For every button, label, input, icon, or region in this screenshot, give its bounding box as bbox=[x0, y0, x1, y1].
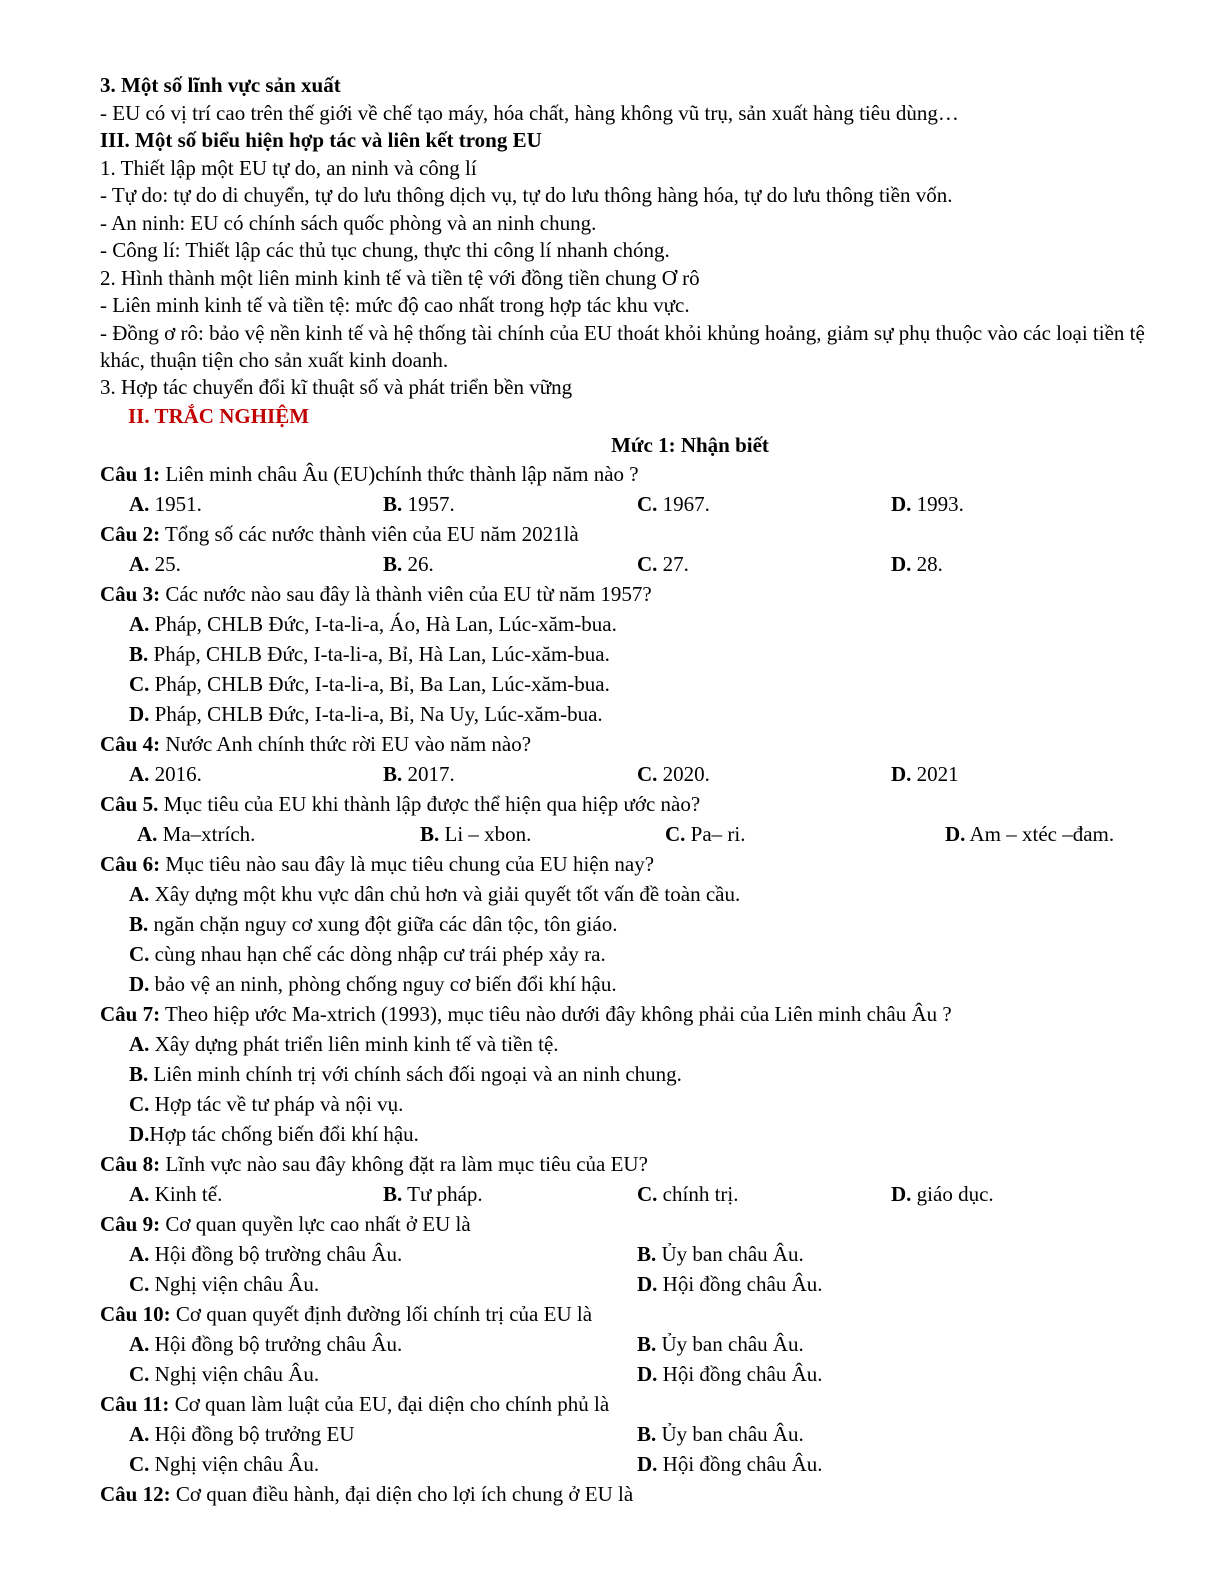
option-letter: A. bbox=[137, 822, 158, 846]
option-text: Hợp tác về tư pháp và nội vụ. bbox=[149, 1092, 404, 1116]
question-text: Cơ quan quyền lực cao nhất ở EU là bbox=[160, 1212, 471, 1236]
question-number: Câu 11: bbox=[100, 1392, 170, 1416]
option-letter: A. bbox=[129, 612, 150, 636]
answer-option[interactable] bbox=[100, 1119, 1190, 1149]
option-letter: A. bbox=[129, 1332, 150, 1356]
question-stem bbox=[100, 1479, 1190, 1509]
option-text: 27. bbox=[657, 552, 689, 576]
options-row bbox=[100, 1269, 1190, 1299]
option-text: Hội đồng bộ trưởng châu Âu. bbox=[149, 1332, 403, 1356]
option-letter: C. bbox=[129, 1092, 150, 1116]
question-text: Cơ quan làm luật của EU, đại diện cho chính phủ là bbox=[169, 1392, 610, 1416]
option-text: Hội đồng châu Âu. bbox=[657, 1362, 823, 1386]
option-text: Liên minh chính trị với chính sách đối ngoại và an ninh chung. bbox=[148, 1062, 682, 1086]
option-text: giáo dục. bbox=[911, 1182, 994, 1206]
answer-option[interactable] bbox=[129, 1269, 319, 1299]
question-number: Câu 12: bbox=[100, 1482, 171, 1506]
option-letter: C. bbox=[665, 822, 686, 846]
question-number: Câu 4: bbox=[100, 732, 161, 756]
options-row bbox=[100, 1449, 1190, 1479]
options-row bbox=[100, 489, 1190, 519]
document-page bbox=[100, 72, 1190, 1509]
question-stem bbox=[100, 1299, 1190, 1329]
option-text: Pháp, CHLB Đức, I-ta-li-a, Bỉ, Hà Lan, Lúc-xăm-bua. bbox=[148, 642, 610, 666]
answer-option[interactable] bbox=[383, 1179, 483, 1209]
option-text: Pháp, CHLB Đức, I-ta-li-a, Bỉ, Ba Lan, Lúc-xăm-bua. bbox=[149, 672, 610, 696]
answer-option[interactable] bbox=[100, 699, 1190, 729]
option-text: Am – xtéc –đam. bbox=[965, 822, 1115, 846]
question-stem bbox=[100, 459, 1190, 489]
option-text: 2021 bbox=[911, 762, 959, 786]
question-text: Theo hiệp ước Ma-xtrich (1993), mục tiêu nào dưới đây không phải của Liên minh châu Âu ? bbox=[160, 1002, 952, 1026]
options-row bbox=[100, 1179, 1190, 1209]
level-title: Mức 1: Nhận biết bbox=[611, 433, 769, 457]
answer-option[interactable] bbox=[383, 489, 455, 519]
option-letter: B. bbox=[383, 492, 403, 516]
option-letter: C. bbox=[637, 1182, 658, 1206]
option-text: chính trị. bbox=[657, 1182, 739, 1206]
question-text: Cơ quan điều hành, đại diện cho lợi ích chung ở EU là bbox=[170, 1482, 634, 1506]
option-text: Nghị viện châu Âu. bbox=[149, 1362, 320, 1386]
option-text: Hội đồng bộ trường châu Âu. bbox=[149, 1242, 403, 1266]
question-stem bbox=[100, 999, 1190, 1029]
option-text: bảo vệ an ninh, phòng chống nguy cơ biến đổi khí hậu. bbox=[149, 972, 617, 996]
option-letter: D. bbox=[891, 552, 912, 576]
option-letter: A. bbox=[129, 552, 150, 576]
answer-option[interactable] bbox=[891, 549, 943, 579]
question-text: Mục tiêu nào sau đây là mục tiêu chung của EU hiện nay? bbox=[160, 852, 655, 876]
answer-option[interactable] bbox=[945, 819, 1114, 849]
option-letter: D. bbox=[891, 1182, 912, 1206]
options-row bbox=[100, 1329, 1190, 1359]
option-letter: D. bbox=[891, 492, 912, 516]
paragraph: - Tự do: tự do di chuyển, tự do lưu thông dịch vụ, tự do lưu thông hàng hóa, tự do lưu thông tiền vốn. bbox=[100, 183, 953, 207]
answer-option[interactable] bbox=[637, 1329, 804, 1359]
question-number: Câu 7: bbox=[100, 1002, 161, 1026]
option-text: 1967. bbox=[657, 492, 710, 516]
question-text: Lĩnh vực nào sau đây không đặt ra làm mục tiêu của EU? bbox=[160, 1152, 648, 1176]
paragraph: 3. Hợp tác chuyển đổi kĩ thuật số và phát triển bền vững bbox=[100, 374, 573, 399]
question-stem bbox=[100, 519, 1190, 549]
answer-option[interactable] bbox=[100, 669, 1190, 699]
answer-option[interactable] bbox=[129, 1359, 319, 1389]
paragraph: 1. Thiết lập một EU tự do, an ninh và công lí bbox=[100, 155, 477, 180]
question-stem bbox=[100, 579, 1190, 609]
option-letter: A. bbox=[129, 882, 150, 906]
option-letter: A. bbox=[129, 762, 150, 786]
options-row bbox=[100, 819, 1190, 849]
option-letter: B. bbox=[637, 1332, 657, 1356]
question-number: Câu 10: bbox=[100, 1302, 171, 1326]
option-letter: C. bbox=[129, 1272, 150, 1296]
question-number: Câu 3: bbox=[100, 582, 161, 606]
answer-option[interactable] bbox=[100, 1059, 1190, 1089]
answer-option[interactable] bbox=[891, 1179, 994, 1209]
option-text: Li – xbon. bbox=[439, 822, 532, 846]
answer-option[interactable] bbox=[100, 609, 1190, 639]
option-letter: D. bbox=[637, 1452, 658, 1476]
question-list bbox=[100, 459, 1190, 1509]
answer-option[interactable] bbox=[637, 1269, 822, 1299]
option-letter: D. bbox=[637, 1362, 658, 1386]
paragraph: - Liên minh kinh tế và tiền tệ: mức độ cao nhất trong hợp tác khu vực. bbox=[100, 293, 690, 317]
question-text: Các nước nào sau đây là thành viên của EU từ năm 1957? bbox=[160, 582, 652, 606]
option-text: 1993. bbox=[911, 492, 964, 516]
option-letter: C. bbox=[129, 1362, 150, 1386]
options-row bbox=[100, 1419, 1190, 1449]
answer-option[interactable] bbox=[637, 1179, 739, 1209]
option-text: Ủy ban châu Âu. bbox=[656, 1332, 804, 1356]
option-letter: B. bbox=[637, 1242, 657, 1266]
answer-option[interactable] bbox=[637, 1239, 804, 1269]
option-letter: D. bbox=[637, 1272, 658, 1296]
answer-option[interactable] bbox=[637, 1449, 822, 1479]
option-letter: B. bbox=[383, 552, 403, 576]
answer-option[interactable] bbox=[100, 939, 1190, 969]
option-letter: D. bbox=[891, 762, 912, 786]
option-letter: C. bbox=[129, 942, 150, 966]
question-number: Câu 8: bbox=[100, 1152, 161, 1176]
option-text: 2017. bbox=[402, 762, 455, 786]
answer-option[interactable] bbox=[637, 759, 710, 789]
option-text: Hợp tác chống biến đổi khí hậu. bbox=[149, 1122, 419, 1146]
answer-option[interactable] bbox=[665, 819, 746, 849]
answer-option[interactable] bbox=[129, 1179, 222, 1209]
answer-option[interactable] bbox=[383, 759, 455, 789]
option-text: Hội đồng bộ trưởng EU bbox=[149, 1422, 355, 1446]
question-stem bbox=[100, 1389, 1190, 1419]
question-stem bbox=[100, 1149, 1190, 1179]
options-row bbox=[100, 1239, 1190, 1269]
option-letter: D. bbox=[129, 702, 150, 726]
option-letter: C. bbox=[129, 1452, 150, 1476]
answer-option[interactable] bbox=[129, 489, 202, 519]
option-letter: B. bbox=[420, 822, 440, 846]
question-text: Tổng số các nước thành viên của EU năm 2021là bbox=[160, 522, 579, 546]
option-text: Pháp, CHLB Đức, I-ta-li-a, Áo, Hà Lan, Lúc-xăm-bua. bbox=[149, 612, 617, 636]
answer-option[interactable] bbox=[891, 759, 959, 789]
option-text: 2020. bbox=[657, 762, 710, 786]
option-text: Ma–xtrích. bbox=[157, 822, 256, 846]
answer-option[interactable] bbox=[100, 1089, 1190, 1119]
option-letter: C. bbox=[637, 492, 658, 516]
option-letter: C. bbox=[637, 552, 658, 576]
answer-option[interactable] bbox=[637, 1419, 804, 1449]
question-text: Nước Anh chính thức rời EU vào năm nào? bbox=[160, 732, 532, 756]
answer-option[interactable] bbox=[100, 639, 1190, 669]
option-letter: A. bbox=[129, 492, 150, 516]
option-text: 26. bbox=[402, 552, 434, 576]
answer-option[interactable] bbox=[129, 1419, 354, 1449]
options-row bbox=[100, 549, 1190, 579]
option-text: cùng nhau hạn chế các dòng nhập cư trái phép xảy ra. bbox=[149, 942, 606, 966]
question-stem bbox=[100, 729, 1190, 759]
answer-option[interactable] bbox=[420, 819, 531, 849]
option-text: Pháp, CHLB Đức, I-ta-li-a, Bỉ, Na Uy, Lúc-xăm-bua. bbox=[149, 702, 603, 726]
options-row bbox=[100, 759, 1190, 789]
option-letter: A. bbox=[129, 1422, 150, 1446]
answer-option[interactable] bbox=[637, 1359, 822, 1389]
option-text: Pa– ri. bbox=[685, 822, 746, 846]
answer-option[interactable] bbox=[129, 1239, 402, 1269]
question-stem bbox=[100, 849, 1190, 879]
paragraph: 2. Hình thành một liên minh kinh tế và tiền tệ với đồng tiền chung Ơ rô bbox=[100, 265, 700, 290]
option-text: 1951. bbox=[149, 492, 202, 516]
answer-option[interactable] bbox=[637, 489, 710, 519]
question-stem bbox=[100, 789, 1190, 819]
section-title: II. TRẮC NGHIỆM bbox=[128, 404, 310, 428]
option-letter: A. bbox=[129, 1182, 150, 1206]
answer-option[interactable] bbox=[100, 909, 1190, 939]
option-text: Nghị viện châu Âu. bbox=[149, 1452, 320, 1476]
answer-option[interactable] bbox=[100, 1029, 1190, 1059]
answer-option[interactable] bbox=[100, 879, 1190, 909]
paragraph: - An ninh: EU có chính sách quốc phòng và an ninh chung. bbox=[100, 210, 597, 235]
option-letter: C. bbox=[637, 762, 658, 786]
option-text: Ủy ban châu Âu. bbox=[656, 1422, 804, 1446]
option-letter: D. bbox=[945, 822, 966, 846]
option-text: Ủy ban châu Âu. bbox=[656, 1242, 804, 1266]
option-letter: B. bbox=[637, 1422, 657, 1446]
answer-option[interactable] bbox=[137, 819, 255, 849]
paragraph: - Đồng ơ rô: bảo vệ nền kinh tế và hệ thống tài chính của EU thoát khỏi khủng hoảng, giảm sự phụ thuộc vào các loại tiền tệ khác, thuận tiện cho sản xuất kinh doanh. bbox=[100, 320, 1145, 372]
answer-option[interactable] bbox=[129, 759, 202, 789]
option-text: Tư pháp. bbox=[402, 1182, 483, 1206]
option-text: 2016. bbox=[149, 762, 202, 786]
option-letter: C. bbox=[129, 672, 150, 696]
answer-option[interactable] bbox=[100, 969, 1190, 999]
question-number: Câu 9: bbox=[100, 1212, 161, 1236]
question-number: Câu 5. bbox=[100, 792, 159, 816]
answer-option[interactable] bbox=[129, 549, 181, 579]
option-letter: A. bbox=[129, 1032, 150, 1056]
option-letter: B. bbox=[129, 912, 149, 936]
paragraph: - Công lí: Thiết lập các thủ tục chung, thực thi công lí nhanh chóng. bbox=[100, 238, 670, 262]
option-text: 1957. bbox=[402, 492, 455, 516]
heading-cooperation: III. Một số biểu hiện hợp tác và liên kết trong EU bbox=[100, 128, 542, 152]
option-letter: B. bbox=[129, 642, 149, 666]
option-text: 25. bbox=[149, 552, 181, 576]
question-number: Câu 6: bbox=[100, 852, 161, 876]
option-letter: B. bbox=[129, 1062, 149, 1086]
question-text: Liên minh châu Âu (EU)chính thức thành lập năm nào ? bbox=[160, 462, 639, 486]
answer-option[interactable] bbox=[129, 1329, 402, 1359]
answer-option[interactable] bbox=[129, 1449, 319, 1479]
option-letter: B. bbox=[383, 762, 403, 786]
question-text: Mục tiêu của EU khi thành lập được thể hiện qua hiệp ước nào? bbox=[158, 792, 701, 816]
option-text: Nghị viện châu Âu. bbox=[149, 1272, 320, 1296]
answer-option[interactable] bbox=[891, 489, 964, 519]
option-text: Hội đồng châu Âu. bbox=[657, 1452, 823, 1476]
answer-option[interactable] bbox=[637, 549, 689, 579]
options-row bbox=[100, 1359, 1190, 1389]
option-letter: A. bbox=[129, 1242, 150, 1266]
option-text: Hội đồng châu Âu. bbox=[657, 1272, 823, 1296]
paragraph: - EU có vị trí cao trên thế giới về chế tạo máy, hóa chất, hàng không vũ trụ, sản xuất hàng tiêu dùng… bbox=[100, 100, 959, 125]
option-letter: B. bbox=[383, 1182, 403, 1206]
heading-production-sectors: 3. Một số lĩnh vực sản xuất bbox=[100, 73, 341, 97]
question-number: Câu 2: bbox=[100, 522, 161, 546]
question-text: Cơ quan quyết định đường lối chính trị của EU là bbox=[170, 1302, 593, 1326]
question-stem bbox=[100, 1209, 1190, 1239]
answer-option[interactable] bbox=[383, 549, 434, 579]
option-text: Xây dựng một khu vực dân chủ hơn và giải quyết tốt vấn đề toàn cầu. bbox=[149, 882, 741, 906]
option-text: Xây dựng phát triển liên minh kinh tế và tiền tệ. bbox=[149, 1032, 559, 1056]
option-letter: D. bbox=[129, 972, 150, 996]
option-text: 28. bbox=[911, 552, 943, 576]
option-letter: D. bbox=[129, 1122, 150, 1146]
option-text: Kinh tế. bbox=[149, 1182, 223, 1206]
option-text: ngăn chặn nguy cơ xung đột giữa các dân tộc, tôn giáo. bbox=[148, 912, 618, 936]
question-number: Câu 1: bbox=[100, 462, 161, 486]
